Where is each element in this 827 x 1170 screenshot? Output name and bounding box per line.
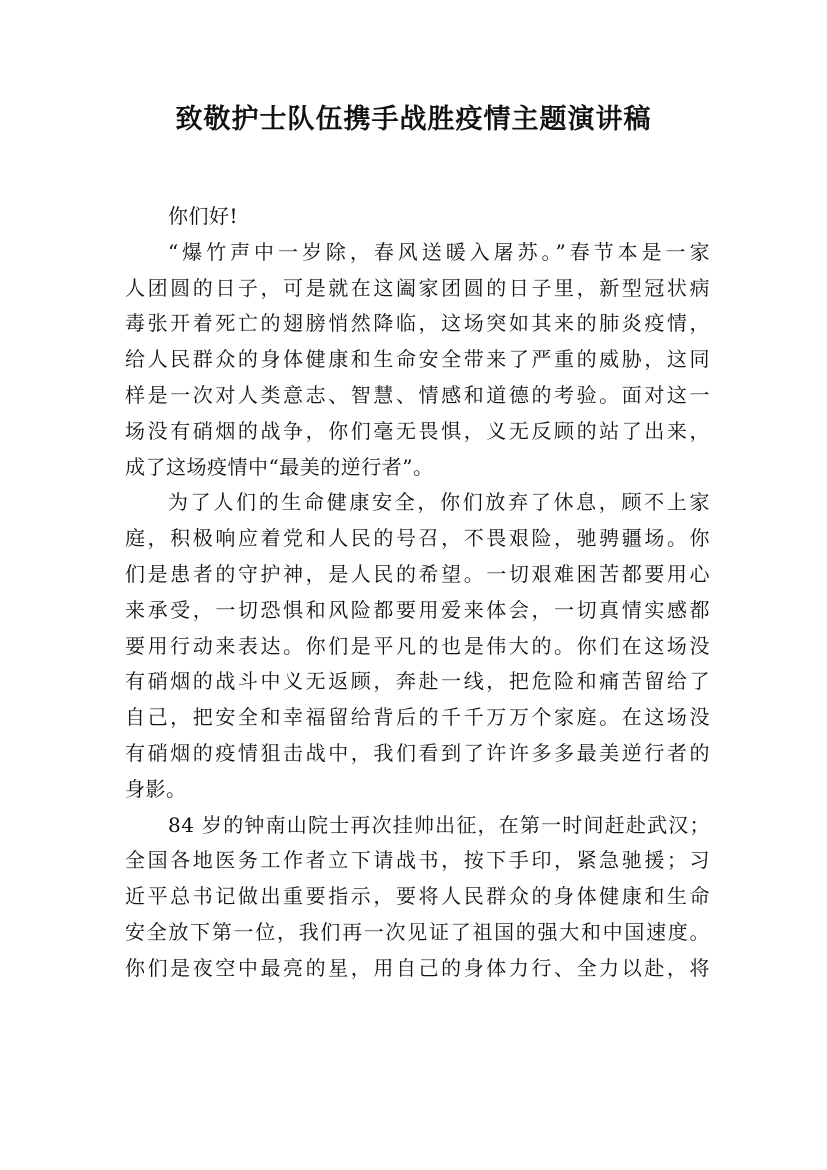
text-line: 庭，积极响应着党和人民的号召，不畏艰险，驰骋疆场。你: [125, 526, 710, 551]
text-line: 全国各地医务工作者立下请战书，按下手印，紧急驰援；习: [125, 848, 710, 873]
text-line: 成了这场疫情中“最美的逆行者”。: [125, 454, 434, 479]
text-line: 84 岁的钟南山院士再次挂帅出征，在第一时间赶赴武汉；: [168, 812, 710, 837]
text-line: 们是患者的守护神，是人民的希望。一切艰难困苦都要用心: [125, 561, 710, 586]
text-line: 样是一次对人类意志、智慧、情感和道德的考验。面对这一: [125, 382, 710, 407]
text-line: 近平总书记做出重要指示，要将人民群众的身体健康和生命: [125, 884, 710, 909]
text-line: 身影。: [125, 776, 187, 801]
document-body: [125, 199, 710, 987]
text-line: 安全放下第一位，我们再一次见证了祖国的强大和中国速度。: [125, 919, 710, 944]
document-title: 致敬护士队伍携手战胜疫情主题演讲稿: [175, 104, 652, 135]
text-line: 有硝烟的战斗中义无返顾，奔赴一线，把危险和痛苦留给了: [125, 669, 710, 694]
text-line: 来承受，一切恐惧和风险都要用爱来体会，一切真情实感都: [125, 597, 710, 622]
text-line: 你们好!: [168, 204, 239, 228]
text-line: 要用行动来表达。你们是平凡的也是伟大的。你们在这场没: [125, 633, 710, 658]
text-line: 毒张开着死亡的翅膀悄然降临，这场突如其来的肺炎疫情，: [125, 311, 710, 336]
text-line: “爆竹声中一岁除，春风送暖入屠苏。”春节本是一家: [168, 239, 710, 264]
text-line: 为了人们的生命健康安全，你们放弃了休息，顾不上家: [168, 490, 710, 515]
text-line: 人团圆的日子，可是就在这阖家团圆的日子里，新型冠状病: [125, 275, 710, 300]
text-line: 场没有硝烟的战争，你们毫无畏惧，义无反顾的站了出来，: [125, 418, 710, 443]
text-line: 你们是夜空中最亮的星，用自己的身体力行、全力以赴，将: [125, 955, 710, 980]
text-line: 自己，把安全和幸福留给背后的千千万万个家庭。在这场没: [125, 705, 710, 730]
text-line: 有硝烟的疫情狙击战中，我们看到了许许多多最美逆行者的: [125, 740, 710, 765]
text-line: 给人民群众的身体健康和生命安全带来了严重的威胁，这同: [125, 347, 710, 372]
